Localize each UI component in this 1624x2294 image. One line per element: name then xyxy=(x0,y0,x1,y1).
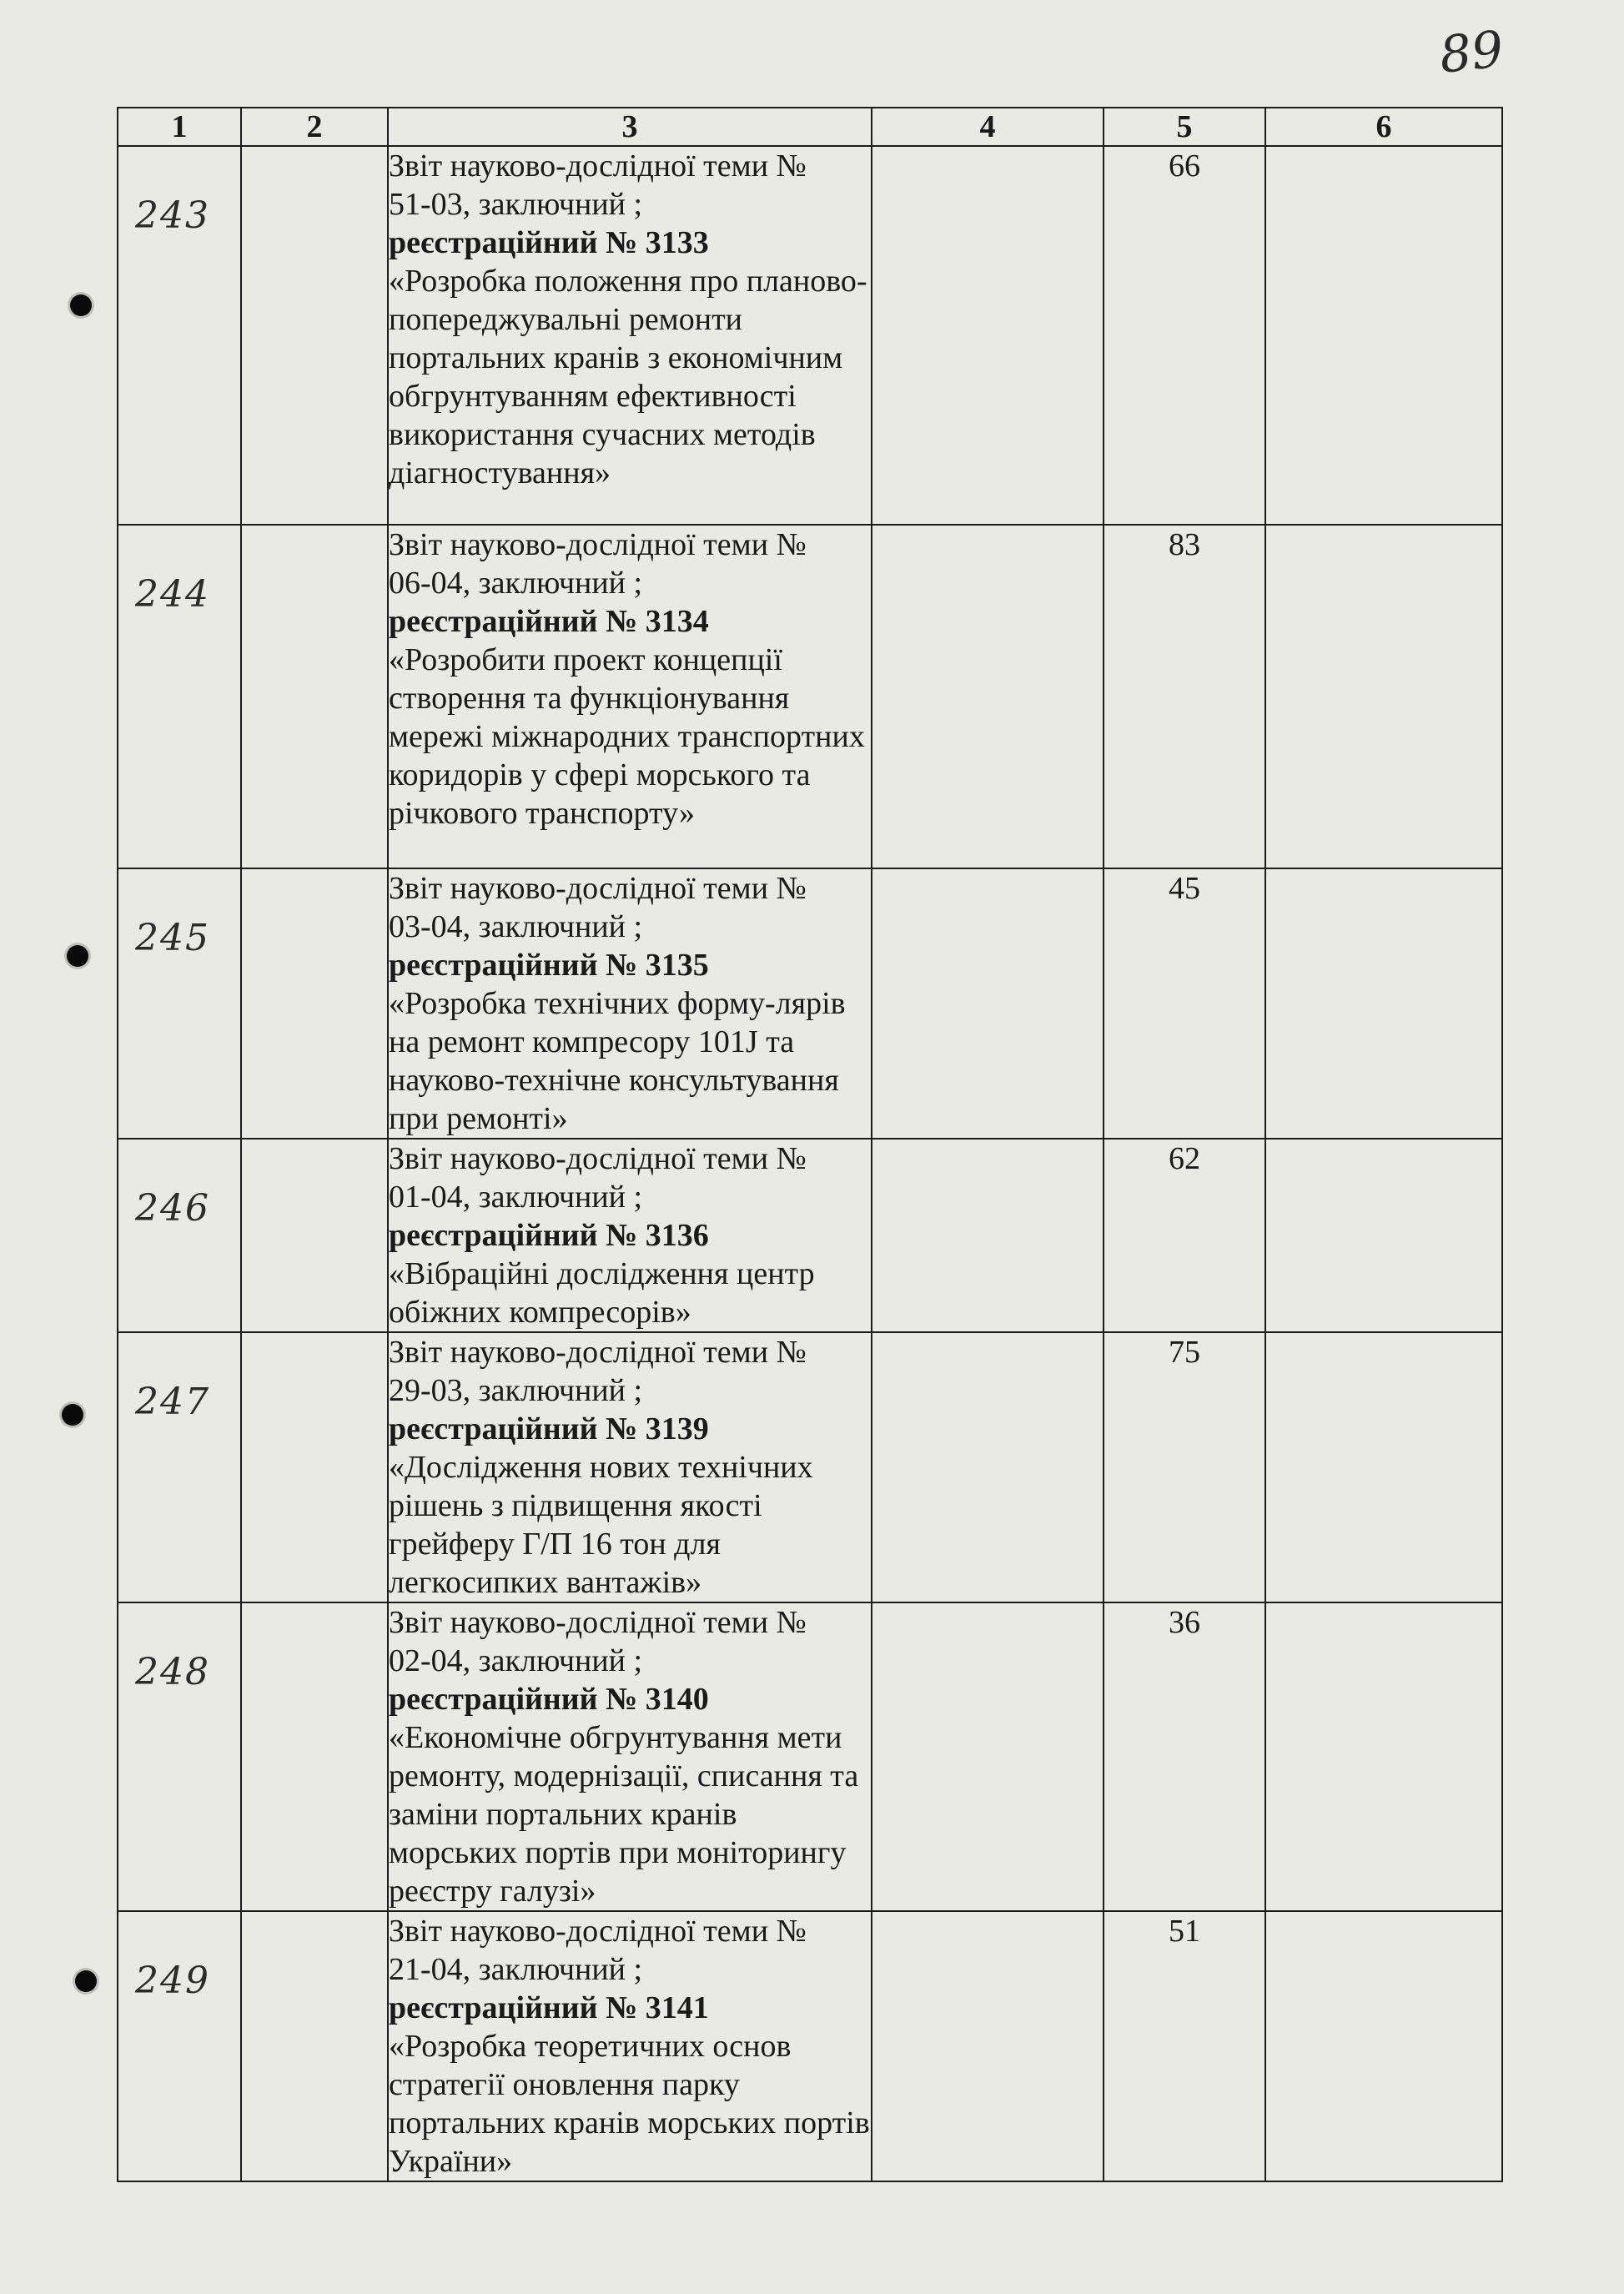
theme-number-line: 01-04, заключний ; xyxy=(389,1180,643,1215)
handwritten-number: 246 xyxy=(135,1187,210,1230)
row-number-cell xyxy=(118,1332,241,1602)
empty-cell xyxy=(1265,525,1502,868)
theme-line: Звіт науково-дослідної теми № xyxy=(389,527,807,562)
report-title: «Розробити проект концепції створення та функціонування мережі міжнародних транспортних коридорів у сфері морського та річкового транспорту» xyxy=(389,642,865,831)
register-table xyxy=(117,107,1503,2182)
description-cell xyxy=(388,1139,872,1332)
registration-number: реєстраційний № 3134 xyxy=(389,604,709,639)
theme-line: Звіт науково-дослідної теми № xyxy=(389,1141,807,1176)
row-number-cell xyxy=(118,1602,241,1911)
header-cell-4: 4 xyxy=(872,108,1104,146)
empty-cell xyxy=(872,146,1104,525)
theme-number-line: 29-03, заключний ; xyxy=(389,1373,643,1408)
row-number-cell xyxy=(118,525,241,868)
handwritten-number: 247 xyxy=(135,1381,210,1423)
theme-line: Звіт науково-дослідної теми № xyxy=(389,1335,807,1370)
registration-number: реєстраційний № 3139 xyxy=(389,1411,709,1446)
empty-cell xyxy=(241,525,388,868)
empty-cell xyxy=(872,868,1104,1139)
theme-number-line: 02-04, заключний ; xyxy=(389,1643,643,1678)
empty-cell xyxy=(241,1602,388,1911)
handwritten-number: 248 xyxy=(135,1651,210,1693)
empty-cell xyxy=(1265,1139,1502,1332)
punch-hole xyxy=(75,1970,97,1992)
description-cell xyxy=(388,1332,872,1602)
header-cell-3: 3 xyxy=(388,108,872,146)
handwritten-number: 244 xyxy=(135,573,210,616)
empty-cell xyxy=(1265,1602,1502,1911)
header-cell-6: 6 xyxy=(1265,108,1502,146)
header-cell-2: 2 xyxy=(241,108,388,146)
report-title: «Розробка технічних форму-лярів на ремонт компресору 101J та науково-технічне консультування при ремонті» xyxy=(389,986,846,1136)
pages-cell: 75 xyxy=(1104,1332,1265,1602)
empty-cell xyxy=(872,1911,1104,2181)
description-cell xyxy=(388,1911,872,2181)
row-number-cell xyxy=(118,868,241,1139)
table-row xyxy=(118,146,1502,525)
empty-cell xyxy=(241,1139,388,1332)
registration-number: реєстраційний № 3141 xyxy=(389,1990,709,2025)
theme-number-line: 21-04, заключний ; xyxy=(389,1952,643,1987)
description-cell xyxy=(388,146,872,525)
empty-cell xyxy=(872,1332,1104,1602)
row-number-cell xyxy=(118,1911,241,2181)
header-cell-5: 5 xyxy=(1104,108,1265,146)
punch-hole xyxy=(70,294,92,316)
page-number: 89 xyxy=(1436,20,1506,85)
handwritten-number: 243 xyxy=(135,194,210,237)
report-title: «Вібраційні дослідження центр обіжних компресорів» xyxy=(389,1256,815,1330)
header-cell-1: 1 xyxy=(118,108,241,146)
table-row xyxy=(118,1911,1502,2181)
empty-cell xyxy=(872,525,1104,868)
pages-cell: 66 xyxy=(1104,146,1265,525)
theme-line: Звіт науково-дослідної теми № xyxy=(389,1605,807,1640)
table-row xyxy=(118,525,1502,868)
report-title: «Дослідження нових технічних рішень з підвищення якості грейферу Г/П 16 тон для легкосипких вантажів» xyxy=(389,1450,813,1600)
table-row xyxy=(118,1602,1502,1911)
pages-cell: 83 xyxy=(1104,525,1265,868)
empty-cell xyxy=(241,1911,388,2181)
empty-cell xyxy=(872,1602,1104,1911)
pages-cell: 36 xyxy=(1104,1602,1265,1911)
header-row xyxy=(118,108,1502,146)
row-number-cell xyxy=(118,1139,241,1332)
report-title: «Розробка положення про планово-попереджувальні ремонти портальних кранів з економічним обгрунтуванням ефективності використання сучасних методів діагностування» xyxy=(389,264,867,490)
handwritten-number: 249 xyxy=(135,1959,210,2002)
registration-number: реєстраційний № 3136 xyxy=(389,1218,709,1253)
empty-cell xyxy=(1265,146,1502,525)
registration-number: реєстраційний № 3133 xyxy=(389,225,709,260)
empty-cell xyxy=(241,146,388,525)
description-cell xyxy=(388,1602,872,1911)
theme-number-line: 51-03, заключний ; xyxy=(389,187,643,222)
empty-cell xyxy=(1265,1332,1502,1602)
punch-hole xyxy=(67,945,88,967)
description-cell xyxy=(388,868,872,1139)
empty-cell xyxy=(1265,868,1502,1139)
theme-number-line: 03-04, заключний ; xyxy=(389,909,643,944)
table-row xyxy=(118,1139,1502,1332)
theme-number-line: 06-04, заключний ; xyxy=(389,566,643,601)
table-row xyxy=(118,1332,1502,1602)
pages-cell: 45 xyxy=(1104,868,1265,1139)
theme-line: Звіт науково-дослідної теми № xyxy=(389,871,807,906)
punch-hole xyxy=(62,1404,83,1426)
registration-number: реєстраційний № 3135 xyxy=(389,948,709,983)
report-title: «Розробка теоретичних основ стратегії оновлення парку портальних кранів морських портів України» xyxy=(389,2029,870,2179)
row-number-cell xyxy=(118,146,241,525)
handwritten-number: 245 xyxy=(135,917,210,959)
empty-cell xyxy=(241,1332,388,1602)
empty-cell xyxy=(872,1139,1104,1332)
theme-line: Звіт науково-дослідної теми № xyxy=(389,148,807,184)
empty-cell xyxy=(1265,1911,1502,2181)
pages-cell: 62 xyxy=(1104,1139,1265,1332)
description-cell xyxy=(388,525,872,868)
theme-line: Звіт науково-дослідної теми № xyxy=(389,1914,807,1949)
registration-number: реєстраційний № 3140 xyxy=(389,1682,709,1717)
empty-cell xyxy=(241,868,388,1139)
report-title: «Економічне обгрунтування мети ремонту, модернізації, списання та заміни портальних кранів морських портів при моніторингу реєстру галузі» xyxy=(389,1720,859,1909)
table-row xyxy=(118,868,1502,1139)
pages-cell: 51 xyxy=(1104,1911,1265,2181)
